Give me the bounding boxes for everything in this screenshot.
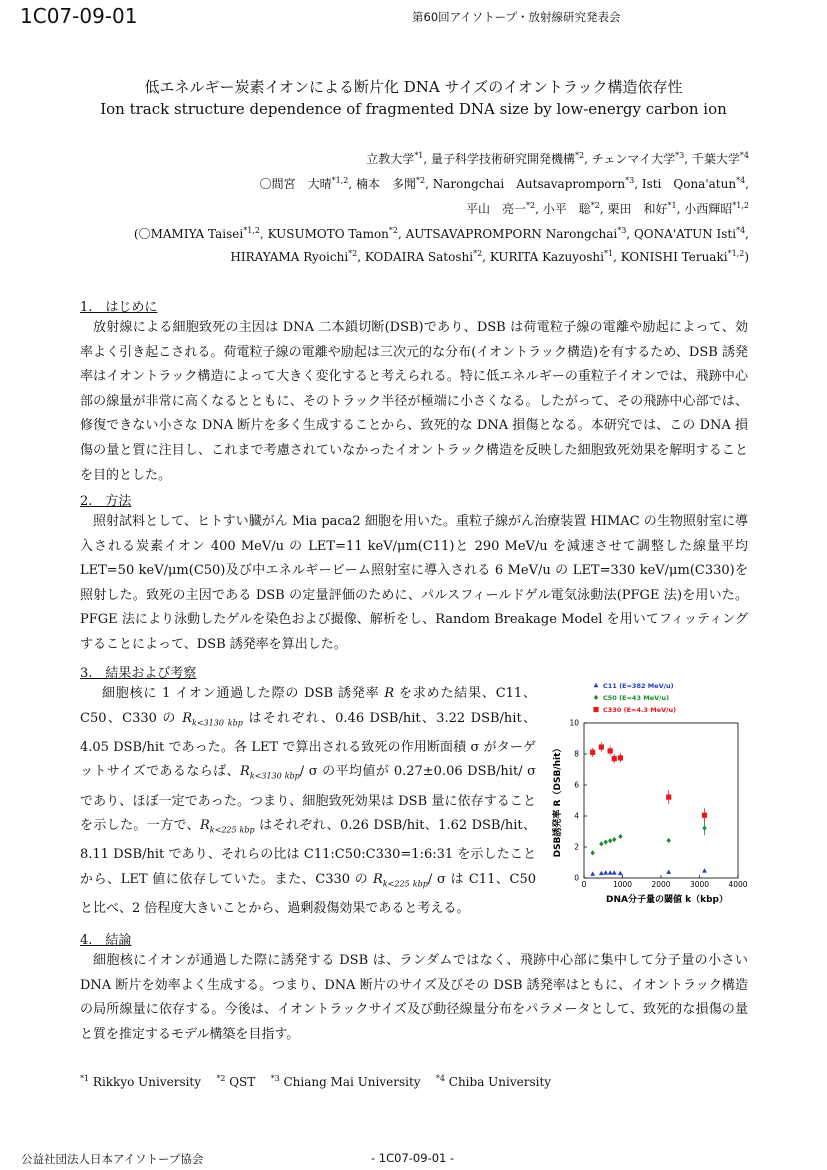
- authors-ja-line-1: 〇間宮 大晴$^{*1,2}$, 楠本 多聞$^{*2}$, Narongchai Autsavapromporn$^{*3}$, Isti Qona'atun$^{*4}$,: [259, 176, 749, 191]
- y-tick-label: 10: [569, 718, 579, 728]
- data-point: [608, 870, 613, 874]
- data-point: [666, 794, 671, 799]
- results-paragraph: 細胞核に 1 イオン通過した際の DSB 誘発率 R を求めた結果、C11、C50、C330 の $R_{k<3130 kbp}$ はそれぞれ、0.46 DSB/hit、3.22 DSB/hit、4.05 DSB/hit であった。各 LET で算出される致死の作用断面積 σ がターゲットサイズであるならば、$R_{k<3130 kbp}/$ σ の平均値が 0.27±0.06 DSB/hit/ σ であり、ほぼ一定であった。つまり、細胞致死効果は DSB 量に依存することを示した。一方で、$R_{k<225 kbp}$ はそれぞれ、0.26 DSB/hit、1.62 DSB/hit、8.11 DSB/hit であり、それらの比は C11:C50:C330=1:6:31 を示したことから、LET 値に依存していた。また、C330 の $R_{k<225 kbp}/$ σ は C11、C50 と比べ、2 倍程度大きいことから、過剰殺傷効果であると考える。: [80, 686, 537, 917]
- title-english: Ion track structure dependence of fragmented DNA size by low-energy carbon ion: [100, 100, 727, 118]
- data-point: [612, 837, 616, 842]
- data-point: [702, 813, 707, 818]
- authors-en-line-2: HIRAYAMA Ryoichi$^{*2}$, KODAIRA Satoshi$^{*2}$, KURITA Kazuyoshi$^{*1}$, KONISHI Teruaki$^{*1,2}$): [230, 249, 749, 264]
- author-ja-name: Narongchai Autsavapromporn: [432, 177, 626, 191]
- x-tick-label: 4000: [728, 880, 748, 889]
- data-point: [603, 870, 608, 874]
- y-tick-label: 8: [574, 749, 579, 759]
- footnote-mark: *4: [435, 1074, 445, 1083]
- author-en-name: HIRAYAMA Ryoichi: [230, 250, 349, 264]
- author-en-affiliation-mark: *2: [388, 226, 398, 235]
- y-tick-label: 0: [574, 873, 579, 883]
- author-ja-name: 小西輝昭: [684, 202, 733, 216]
- author-en-name: KUSUMOTO Tamon: [267, 227, 389, 241]
- section-heading-intro: 1. はじめに: [80, 300, 158, 315]
- author-ja-name: 小平 聡: [542, 202, 591, 216]
- author-ja-affiliation-mark: *2: [416, 176, 426, 185]
- data-point: [702, 868, 707, 872]
- data-point: [618, 755, 623, 760]
- affiliation-name: 立教大学: [366, 152, 415, 166]
- affiliation-name: チェンマイ大学: [591, 152, 676, 166]
- legend-marker: [594, 683, 599, 687]
- data-point: [590, 850, 594, 855]
- author-en-affiliation-mark: *3: [617, 226, 627, 235]
- footnote-affiliation: Chiang Mai University: [279, 1075, 421, 1089]
- author-ja-affiliation-mark: *3: [625, 176, 635, 185]
- data-point: [702, 825, 706, 830]
- paper-id: 1C07-09-01: [20, 4, 138, 28]
- author-en-affiliation-mark: *1,2: [727, 249, 745, 258]
- data-point: [618, 871, 623, 875]
- footer-organization: 公益社団法人日本アイソトープ協会: [21, 1152, 204, 1166]
- data-point: [590, 750, 595, 755]
- legend-label: C50 (E=43 MeV/u): [603, 694, 670, 702]
- author-ja-name: 平山 亮一: [466, 202, 527, 216]
- author-en-name: AUTSAVAPROMPORN Narongchai: [405, 227, 618, 241]
- author-en-name: KODAIRA Satoshi: [364, 250, 474, 264]
- affiliation-affiliation-mark: *4: [739, 151, 749, 160]
- author-en-name: KONISHI Teruaki: [620, 250, 728, 264]
- y-axis-label: DSB誘発率 R（DSB/hit）: [553, 743, 563, 858]
- author-ja-affiliation-mark: *1,2: [331, 176, 349, 185]
- title-japanese: 低エネルギー炭素イオンによる断片化 DNA サイズのイオントラック構造依存性: [144, 78, 683, 96]
- data-point: [599, 871, 604, 875]
- footnote-mark: *3: [270, 1074, 280, 1083]
- dsb-induction-chart: [548, 680, 763, 910]
- author-en-affiliation-mark: *2: [473, 249, 483, 258]
- y-tick-label: 6: [574, 780, 579, 790]
- author-en-affiliation-mark: *2: [348, 249, 358, 258]
- author-en-name: QONA'ATUN Isti: [633, 227, 737, 241]
- author-en-affiliation-mark: *1: [603, 249, 614, 258]
- conclusion-paragraph: 細胞核にイオンが通過した際に誘発する DSB は、ランダムではなく、飛跡中心部に集中して分子量の小さい DNA 断片を効率よく生成する。つまり、DNA 断片のサイズ及びその DSB 誘発率はともに、イオントラック構造の局所線量に依存する。今後は、イオントラックサイズ及び動径線量分布をパラメータとして、致死的な損傷の量と質を推定するモデル構築を目指す。: [80, 953, 748, 1042]
- authors-ja-line-2: 平山 亮一$^{*2}$, 小平 聡$^{*2}$, 栗田 和好$^{*1}$, 小西輝昭$^{*1,2}$: [466, 201, 749, 216]
- data-point: [590, 871, 595, 875]
- affiliation-name: 量子科学技術研究開発機構: [431, 152, 576, 166]
- data-point: [667, 838, 671, 843]
- section-heading-methods: 2. 方法: [80, 494, 132, 509]
- affiliation-affiliation-mark: *2: [575, 151, 585, 160]
- author-ja-affiliation-mark: *2: [590, 201, 600, 210]
- legend-marker: [594, 695, 598, 700]
- conference-name: 第60回アイソトープ・放射線研究発表会: [412, 10, 621, 24]
- y-tick-label: 4: [574, 811, 579, 821]
- x-tick-label: 2000: [651, 880, 671, 889]
- author-ja-name: 栗田 和好: [607, 202, 668, 216]
- plot-frame: [584, 723, 738, 878]
- footnote-affiliation: Rikkyo University: [89, 1075, 202, 1089]
- legend-label: C330 (E=4.3 MeV/u): [603, 706, 677, 714]
- footnote-mark: *1: [80, 1074, 90, 1083]
- legend-marker: [593, 707, 598, 712]
- footnote-affiliations: [80, 1074, 551, 1089]
- footnote-affiliation: Chiba University: [444, 1075, 552, 1089]
- data-point: [612, 756, 617, 761]
- author-ja-affiliation-mark: *4: [736, 176, 746, 185]
- author-en-name: (〇MAMIYA Taisei: [133, 227, 244, 241]
- y-tick-label: 2: [574, 842, 579, 852]
- author-en-affiliation-mark: *1,2: [243, 226, 260, 235]
- legend-label: C11 (E=382 MeV/u): [603, 682, 674, 690]
- footnote-affiliation: QST: [225, 1075, 256, 1089]
- section-heading-results: 3. 結果および考察: [80, 666, 197, 681]
- author-ja-name: Isti Qona'atun: [641, 177, 737, 191]
- author-en-affiliation-mark: *4: [736, 226, 746, 235]
- author-ja-affiliation-mark: *1,2: [732, 201, 749, 210]
- footer-page-number: - 1C07-09-01 -: [371, 1151, 455, 1165]
- author-ja-name: 楠本 多聞: [356, 177, 417, 191]
- section-heading-conclusion: 4. 結論: [80, 933, 132, 948]
- data-point: [618, 834, 622, 839]
- footnote-mark: *2: [216, 1074, 226, 1083]
- affiliation-affiliation-mark: *1: [414, 151, 424, 160]
- affiliation-affiliation-mark: *3: [675, 151, 685, 160]
- intro-paragraph: 放射線による細胞致死の主因は DNA 二本鎖切断(DSB)であり、DSB は荷電粒子線の電離や励起によって、効率よく引き起こされる。荷電粒子線の電離や励起は三次元的な分布(イオントラック構造)を有するため、DSB 誘発率はイオントラック構造によって大きく変化すると考えられる。特に低エネルギーの重粒子イオンでは、飛跡中心部の線量が非常に高くなるとともに、そのトラック半径が極端に小さくなる。したがって、その飛跡中心部では、修復できない小さな DNA 断片を多く生成することから、致死的な DNA 損傷となる。本研究では、この DNA 損傷の量と質に注目し、これまで考慮されていなかったイオントラック構造を反映した細胞致死効果を解明することを目的とした。: [80, 320, 748, 483]
- x-tick-label: 0: [581, 880, 587, 889]
- methods-paragraph: 照射試料として、ヒトすい臓がん Mia paca2 細胞を用いた。重粒子線がん治療装置 HIMAC の生物照射室に導入される炭素イオン 400 MeV/u の LET=11 keV/μm(C11)と 290 MeV/u を減速させて調整した線量平均 LET=50 keV/μm(C50)及び中エネルギービーム照射室に導入される 6 MeV/u の LET=330 keV/μm(C330)を照射した。致死の主因である DSB の定量評価のために、パルスフィールドゲル電気泳動法(PFGE 法)を用いた。PFGE 法により泳動したゲルを染色および撮像、解析をし、Random Breakage Model を用いてフィッティングすることによって、DSB 誘発率を算出した。: [80, 514, 748, 652]
- affiliations: 立教大学$^{*1}$, 量子科学技術研究開発機構$^{*2}$, チェンマイ大学$^{*3}$, 千葉大学$^{*4}$: [366, 151, 749, 166]
- data-point: [608, 838, 612, 843]
- data-point: [599, 744, 604, 749]
- affiliation-name: 千葉大学: [691, 152, 740, 166]
- author-ja-affiliation-mark: *2: [526, 201, 536, 210]
- data-point: [604, 839, 608, 844]
- data-point: [599, 841, 603, 846]
- x-axis-label: DNA分子量の閾値 k（kbp）: [606, 895, 728, 905]
- data-point: [612, 870, 617, 874]
- authors-en-line-1: (〇MAMIYA Taisei$^{*1,2}$, KUSUMOTO Tamon$^{*2}$, AUTSAVAPROMPORN Narongchai$^{*3}$, QONA'ATUN Isti$^{*4}$,: [133, 226, 749, 241]
- author-ja-name: 〇間宮 大晴: [259, 177, 332, 191]
- data-point: [608, 748, 613, 753]
- author-en-name: KURITA Kazuyoshi: [489, 250, 604, 264]
- data-point: [666, 870, 671, 874]
- x-tick-label: 1000: [612, 880, 633, 889]
- x-tick-label: 3000: [689, 880, 710, 889]
- author-ja-affiliation-mark: *1: [667, 201, 677, 210]
